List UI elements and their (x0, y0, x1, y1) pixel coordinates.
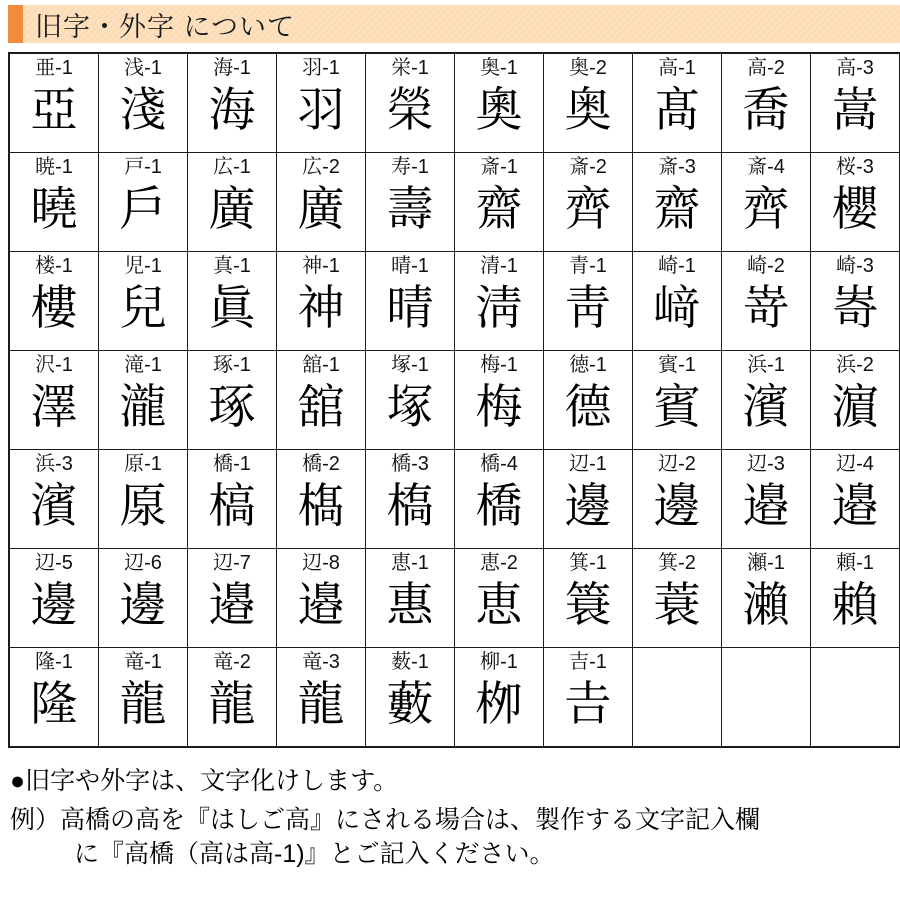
kanji-old-glyph: 邊 (544, 477, 632, 538)
kanji-cell (9, 153, 99, 252)
kanji-cell (811, 450, 900, 549)
kanji-cell (633, 351, 722, 450)
kanji-old-glyph: 濱 (722, 378, 810, 439)
kanji-cell (811, 252, 900, 351)
kanji-old-glyph: 奧 (455, 81, 543, 142)
kanji-table-body (9, 53, 900, 747)
kanji-variant-label: 吉-1 (544, 650, 632, 675)
kanji-variant-label: 浅-1 (99, 56, 187, 81)
kanji-variant-label: 寿-1 (366, 155, 454, 180)
kanji-cell (99, 549, 188, 648)
kanji-cell (811, 53, 900, 153)
kanji-cell (366, 153, 455, 252)
kanji-old-glyph: 舘 (277, 378, 365, 439)
kanji-variant-label: 真-1 (188, 254, 276, 279)
kanji-old-glyph: 戶 (99, 180, 187, 241)
kanji-variant-label: 琢-1 (188, 353, 276, 378)
kanji-variant-table (8, 52, 900, 748)
kanji-cell (277, 252, 366, 351)
kanji-old-glyph: 海 (188, 81, 276, 142)
kanji-variant-label: 恵-2 (455, 551, 543, 576)
kanji-old-glyph: 㟢 (811, 279, 899, 340)
kanji-cell (633, 648, 722, 748)
kanji-variant-label: 清-1 (455, 254, 543, 279)
kanji-cell (366, 648, 455, 748)
kanji-old-glyph: 﨑 (633, 279, 721, 340)
kanji-old-glyph: 髙 (633, 81, 721, 142)
kanji-cell (544, 450, 633, 549)
kanji-old-glyph: 壽 (366, 180, 454, 241)
kanji-variant-label: 暁-1 (10, 155, 98, 180)
kanji-cell (99, 252, 188, 351)
kanji-cell (633, 53, 722, 153)
kanji-cell (455, 450, 544, 549)
kanji-variant-label: 楼-1 (10, 254, 98, 279)
kanji-cell (811, 351, 900, 450)
table-row (9, 53, 900, 153)
kanji-variant-label: 斎-3 (633, 155, 721, 180)
kanji-variant-label: 崎-3 (811, 254, 899, 279)
page-title: 旧字・外字 について (35, 5, 295, 44)
kanji-variant-label: 斎-4 (722, 155, 810, 180)
kanji-old-glyph: 邉 (722, 477, 810, 538)
kanji-cell (455, 153, 544, 252)
kanji-cell (188, 351, 277, 450)
kanji-cell (277, 450, 366, 549)
kanji-old-glyph: 槁 (188, 477, 276, 538)
kanji-variant-label: 辺-3 (722, 452, 810, 477)
kanji-variant-label: 箕-2 (633, 551, 721, 576)
kanji-old-glyph: 簑 (544, 576, 632, 637)
kanji-old-glyph: 齋 (633, 180, 721, 241)
kanji-cell (366, 252, 455, 351)
kanji-old-glyph: 亞 (10, 81, 98, 142)
kanji-cell (455, 648, 544, 748)
kanji-cell (188, 252, 277, 351)
header-accent-bar (8, 5, 23, 43)
kanji-old-glyph: 靑 (544, 279, 632, 340)
kanji-old-glyph: 恵 (455, 576, 543, 637)
kanji-old-glyph: 𠮷 (544, 675, 632, 736)
kanji-variant-label: 薮-1 (366, 650, 454, 675)
kanji-old-glyph: 厡 (99, 477, 187, 538)
kanji-cell (544, 53, 633, 153)
kanji-variant-label: 辺-1 (544, 452, 632, 477)
kanji-variant-label: 浜-1 (722, 353, 810, 378)
kanji-variant-label: 崎-1 (633, 254, 721, 279)
kanji-variant-label: 瀬-1 (722, 551, 810, 576)
kanji-cell (99, 153, 188, 252)
kanji-variant-label: 浜-3 (10, 452, 98, 477)
kanji-old-glyph: 齊 (722, 180, 810, 241)
kanji-old-glyph: 邉 (188, 576, 276, 637)
kanji-cell (544, 153, 633, 252)
kanji-cell (99, 351, 188, 450)
kanji-variant-label: 辺-4 (811, 452, 899, 477)
kanji-variant-label: 高-3 (811, 56, 899, 81)
page-header (8, 5, 900, 43)
kanji-old-glyph: 榮 (366, 81, 454, 142)
kanji-old-glyph: 龍 (277, 675, 365, 736)
kanji-cell (722, 53, 811, 153)
kanji-cell (633, 252, 722, 351)
kanji-cell (366, 351, 455, 450)
kanji-old-glyph: 廣 (188, 180, 276, 241)
kanji-old-glyph: 齋 (455, 180, 543, 241)
kanji-variant-label: 箕-1 (544, 551, 632, 576)
kanji-old-glyph: 德 (544, 378, 632, 439)
kanji-old-glyph: 神 (277, 279, 365, 340)
kanji-variant-label: 塚-1 (366, 353, 454, 378)
note-example-line1: 例）高橋の高を『はしご高』にされる場合は、製作する文字記入欄 (10, 803, 900, 838)
kanji-cell (277, 53, 366, 153)
kanji-cell (811, 153, 900, 252)
kanji-old-glyph: 瀧 (99, 378, 187, 439)
kanji-variant-label: 桜-3 (811, 155, 899, 180)
kanji-variant-label: 栄-1 (366, 56, 454, 81)
kanji-old-glyph: 喬 (722, 81, 810, 142)
kanji-old-glyph: 瀨 (722, 576, 810, 637)
kanji-old-glyph: 樓 (10, 279, 98, 340)
kanji-old-glyph: 邊 (10, 576, 98, 637)
kanji-cell (811, 549, 900, 648)
kanji-old-glyph: 賓 (633, 378, 721, 439)
kanji-old-glyph: 濵 (811, 378, 899, 439)
kanji-variant-label: 神-1 (277, 254, 365, 279)
kanji-cell (9, 648, 99, 748)
kanji-variant-label: 崎-2 (722, 254, 810, 279)
note-example-line2: に『高橋（高は高-1)』とご記入ください。 (74, 837, 900, 872)
kanji-old-glyph: 淸 (455, 279, 543, 340)
kanji-old-glyph: 槗 (366, 477, 454, 538)
kanji-variant-label: 高-1 (633, 56, 721, 81)
kanji-cell (188, 53, 277, 153)
kanji-variant-label: 晴-1 (366, 254, 454, 279)
kanji-old-glyph: 龍 (99, 675, 187, 736)
kanji-variant-label: 隆-1 (10, 650, 98, 675)
kanji-old-glyph: 龍 (188, 675, 276, 736)
kanji-variant-label: 梅-1 (455, 353, 543, 378)
kanji-variant-label: 辺-7 (188, 551, 276, 576)
kanji-cell (188, 549, 277, 648)
kanji-variant-label: 斎-2 (544, 155, 632, 180)
kanji-cell (9, 351, 99, 450)
kanji-cell (722, 648, 811, 748)
kanji-old-glyph: 塚 (366, 378, 454, 439)
kanji-cell (544, 549, 633, 648)
kanji-variant-label: 高-2 (722, 56, 810, 81)
kanji-cell (99, 53, 188, 153)
kanji-variant-label: 広-2 (277, 155, 365, 180)
kanji-variant-label: 橋-3 (366, 452, 454, 477)
kanji-cell (366, 450, 455, 549)
kanji-cell (722, 252, 811, 351)
kanji-old-glyph: 惠 (366, 576, 454, 637)
kanji-variant-label: 沢-1 (10, 353, 98, 378)
kanji-variant-label: 亜-1 (10, 56, 98, 81)
kanji-variant-label: 橋-1 (188, 452, 276, 477)
kanji-variant-label: 奥-1 (455, 56, 543, 81)
kanji-variant-label: 斎-1 (455, 155, 543, 180)
kanji-cell (455, 53, 544, 153)
kanji-cell (722, 549, 811, 648)
table-row (9, 549, 900, 648)
kanji-old-glyph: 澤 (10, 378, 98, 439)
kanji-variant-label: 滝-1 (99, 353, 187, 378)
table-row (9, 252, 900, 351)
kanji-variant-label: 青-1 (544, 254, 632, 279)
kanji-old-glyph: 栁 (455, 675, 543, 736)
kanji-cell (722, 351, 811, 450)
kanji-cell (9, 53, 99, 153)
kanji-old-glyph: 兒 (99, 279, 187, 340)
table-row (9, 648, 900, 748)
kanji-cell (366, 53, 455, 153)
kanji-variant-label: 竜-1 (99, 650, 187, 675)
kanji-cell (544, 351, 633, 450)
kanji-old-glyph: 羽 (277, 81, 365, 142)
kanji-old-glyph: 櫻 (811, 180, 899, 241)
kanji-cell (544, 648, 633, 748)
kanji-cell (277, 549, 366, 648)
table-row (9, 351, 900, 450)
table-row (9, 153, 900, 252)
kanji-variant-label: 徳-1 (544, 353, 632, 378)
kanji-cell (188, 450, 277, 549)
kanji-cell (544, 252, 633, 351)
notes-section (10, 764, 900, 872)
kanji-old-glyph: 邉 (811, 477, 899, 538)
kanji-cell (99, 450, 188, 549)
kanji-cell (277, 648, 366, 748)
kanji-cell (188, 153, 277, 252)
kanji-old-glyph: 橋 (455, 477, 543, 538)
kanji-old-glyph: 𣘺 (277, 477, 365, 538)
kanji-variant-label: 辺-6 (99, 551, 187, 576)
kanji-old-glyph: 琢 (188, 378, 276, 439)
kanji-old-glyph: 隆 (10, 675, 98, 736)
kanji-old-glyph: 廣 (277, 180, 365, 241)
kanji-variant-label: 奥-2 (544, 56, 632, 81)
kanji-old-glyph: 曉 (10, 180, 98, 241)
kanji-variant-label: 恵-1 (366, 551, 454, 576)
kanji-cell (455, 252, 544, 351)
kanji-old-glyph: 嵩 (811, 81, 899, 142)
kanji-old-glyph: 賴 (811, 576, 899, 637)
kanji-variant-label: 辺-5 (10, 551, 98, 576)
kanji-cell (722, 450, 811, 549)
kanji-old-glyph: 藪 (366, 675, 454, 736)
note-garble-warning: ●旧字や外字は、文字化けします。 (10, 764, 900, 799)
kanji-old-glyph: 晴 (366, 279, 454, 340)
kanji-variant-label: 竜-2 (188, 650, 276, 675)
kanji-variant-label: 浜-2 (811, 353, 899, 378)
kanji-old-glyph: 蓑 (633, 576, 721, 637)
kanji-cell (722, 153, 811, 252)
kanji-variant-label: 辺-2 (633, 452, 721, 477)
kanji-cell (9, 549, 99, 648)
kanji-cell (633, 450, 722, 549)
kanji-variant-label: 海-1 (188, 56, 276, 81)
kanji-cell (188, 648, 277, 748)
kanji-variant-label: 賓-1 (633, 353, 721, 378)
kanji-cell (811, 648, 900, 748)
kanji-old-glyph: 邊 (99, 576, 187, 637)
kanji-variant-label: 柳-1 (455, 650, 543, 675)
kanji-cell (633, 549, 722, 648)
kanji-cell (633, 153, 722, 252)
kanji-old-glyph: 濱 (10, 477, 98, 538)
kanji-cell (455, 351, 544, 450)
kanji-variant-label: 橋-2 (277, 452, 365, 477)
kanji-old-glyph: 淺 (99, 81, 187, 142)
kanji-cell (99, 648, 188, 748)
kanji-cell (366, 549, 455, 648)
kanji-variant-label: 原-1 (99, 452, 187, 477)
kanji-cell (455, 549, 544, 648)
kanji-cell (9, 252, 99, 351)
kanji-cell (277, 351, 366, 450)
kanji-old-glyph: 眞 (188, 279, 276, 340)
kanji-cell (9, 450, 99, 549)
kanji-old-glyph: 奥 (544, 81, 632, 142)
table-row (9, 450, 900, 549)
kanji-cell (277, 153, 366, 252)
kanji-variant-label: 頼-1 (811, 551, 899, 576)
kanji-old-glyph: 齊 (544, 180, 632, 241)
kanji-variant-label: 戸-1 (99, 155, 187, 180)
kanji-variant-label: 舘-1 (277, 353, 365, 378)
kanji-old-glyph: 邊 (633, 477, 721, 538)
kanji-old-glyph: 邉 (277, 576, 365, 637)
kanji-variant-label: 児-1 (99, 254, 187, 279)
kanji-variant-label: 竜-3 (277, 650, 365, 675)
kanji-variant-label: 広-1 (188, 155, 276, 180)
kanji-variant-label: 橋-4 (455, 452, 543, 477)
kanji-old-glyph: 嵜 (722, 279, 810, 340)
kanji-variant-label: 辺-8 (277, 551, 365, 576)
kanji-variant-label: 羽-1 (277, 56, 365, 81)
kanji-old-glyph: 梅 (455, 378, 543, 439)
